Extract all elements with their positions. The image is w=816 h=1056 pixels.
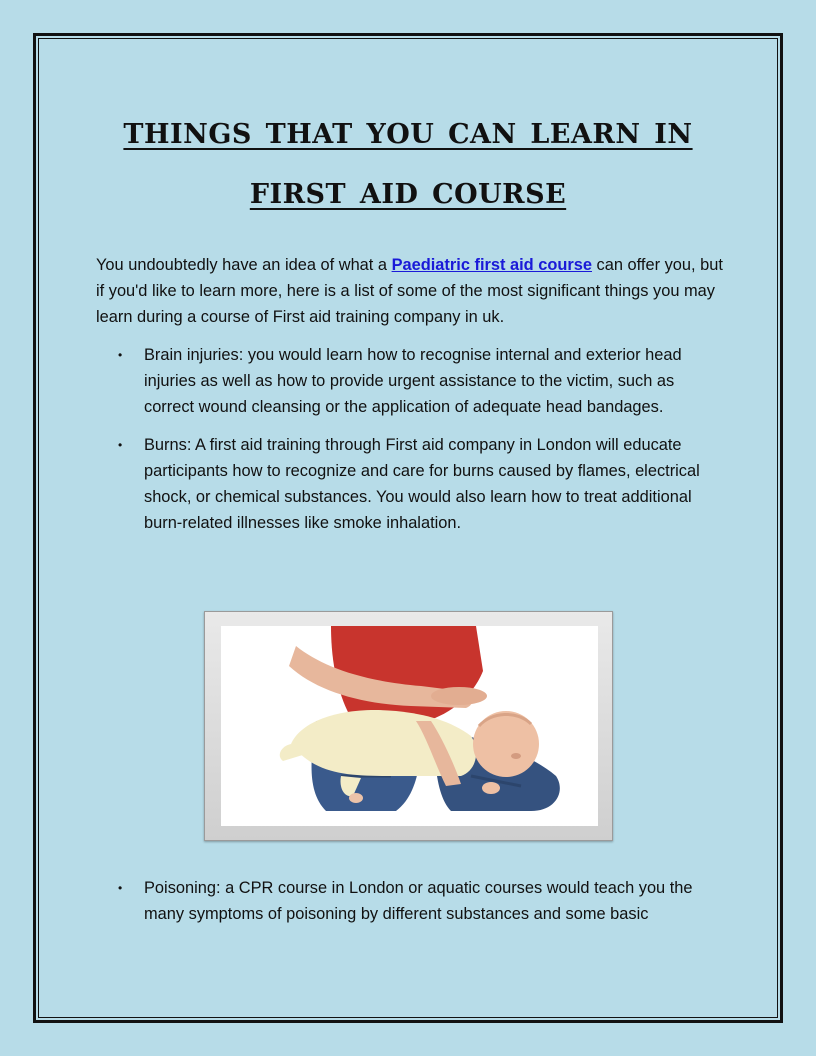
title-line-1: things that you can learn in	[123, 107, 693, 152]
intro-text-after: can offer you, but if you'd like to learn more, here is a list of some of the most significant things you may learn during a course of First aid training company in uk.	[96, 256, 723, 326]
list-item-burns	[96, 432, 726, 536]
infant-first-aid-illustration	[221, 626, 598, 826]
photo-frame	[204, 611, 613, 841]
list-item-text: Brain injuries: you would learn how to recognise internal and exterior head injuries as well as how to provide urgent assistance to the victim, such as correct wound cleansing or the application of adequate head bandages.	[144, 346, 682, 416]
intro-paragraph	[96, 252, 726, 330]
list-item-text: Burns: A first aid training through First aid company in London will educate participants how to recognize and care for burns caused by flames, electrical shock, or chemical substances. You would also learn how to treat additional burn-related illnesses like smoke inhalation.	[144, 436, 700, 532]
bullet-icon: •	[118, 438, 123, 452]
paediatric-course-link[interactable]: Paediatric first aid course	[391, 256, 592, 274]
list-item-text: Poisoning: a CPR course in London or aquatic courses would teach you the many symptoms of poisoning by different substances and some basic	[144, 879, 693, 923]
document-title	[60, 100, 756, 220]
list-item-brain-injuries	[96, 342, 726, 420]
list-item-poisoning	[96, 875, 726, 927]
bullet-icon: •	[118, 881, 123, 895]
bullet-icon: •	[118, 348, 123, 362]
title-line-2: first aid course	[249, 167, 567, 212]
bullet-list-bottom	[96, 875, 726, 939]
bullet-list-top	[96, 342, 726, 548]
intro-text-before: You undoubtedly have an idea of what a	[96, 256, 392, 274]
first-aid-photo	[221, 626, 598, 826]
